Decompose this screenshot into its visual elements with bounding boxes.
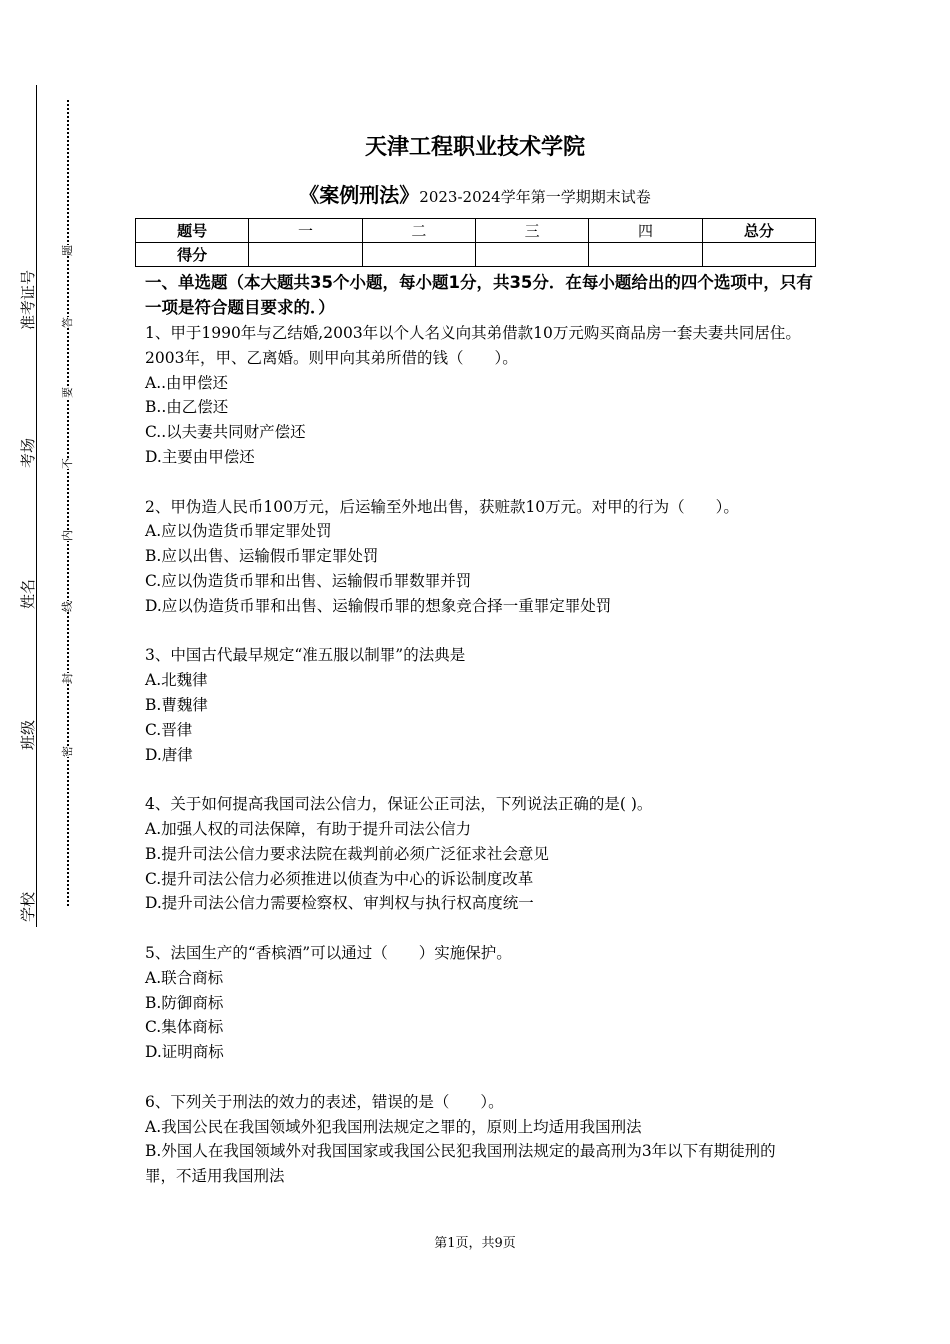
option-d: D.应以伪造货币罪和出售、运输假币罪的想象竞合择一重罪定罪处罚 — [145, 596, 612, 615]
score-header-cell: 二 — [362, 219, 475, 243]
option-c: C.晋律 — [145, 720, 193, 739]
question-stem: 4、关于如何提高我国司法公信力，保证公正司法，下列说法正确的是( )。 — [145, 795, 653, 814]
option-c: C..以夫妻共同财产偿还 — [145, 423, 306, 442]
option-b: B.提升司法公信力要求法院在裁判前必须广泛征求社会意见 — [145, 844, 549, 863]
score-cell[interactable] — [249, 243, 362, 267]
seal-char: 密 — [61, 746, 74, 757]
option-a: A.应以伪造货币罪定罪处罚 — [145, 522, 332, 541]
option-c: C.提升司法公信力必须推进以侦查为中心的诉讼制度改革 — [145, 869, 534, 888]
option-d: D.主要由甲偿还 — [145, 447, 255, 466]
section-heading: 一、单选题（本大题共35个小题，每小题1分，共35分．在每小题给出的四个选项中，只有一项是符合题目要求的．） — [145, 273, 813, 317]
seal-char: 线 — [61, 601, 74, 612]
side-label-class: 班级 — [19, 719, 37, 750]
question-stem: 5、法国生产的“香槟酒”可以通过（ ）实施保护。 — [145, 943, 512, 962]
score-table-score-row — [136, 243, 816, 267]
score-cell[interactable] — [362, 243, 475, 267]
score-table-header-row — [136, 219, 816, 243]
side-label-school: 学校 — [19, 891, 37, 922]
course-name: 《案例刑法》 — [299, 183, 420, 207]
page-number: 第1页，共9页 — [434, 1236, 516, 1251]
option-b: B.防御商标 — [145, 993, 224, 1012]
question-1 — [145, 321, 805, 470]
side-label-exam-room: 考场 — [19, 437, 37, 468]
option-b: B.应以出售、运输假币罪定罪处罚 — [145, 547, 379, 566]
binding-line — [36, 85, 37, 927]
option-c: C.集体商标 — [145, 1018, 224, 1037]
question-list — [145, 321, 805, 1214]
option-a: A..由甲偿还 — [145, 373, 229, 392]
question-2 — [145, 495, 805, 619]
question-stem: 1、甲于1990年与乙结婚,2003年以个人名义向其弟借款10万元购买商品房一套夫妻共同居住。2003年，甲、乙离婚。则甲向其弟所借的钱（ ）。 — [145, 324, 801, 367]
option-a: A.加强人权的司法保障，有助于提升司法公信力 — [145, 819, 472, 838]
score-cell[interactable] — [702, 243, 815, 267]
side-label-exam-number: 准考证号 — [19, 269, 37, 330]
score-cell[interactable] — [589, 243, 702, 267]
seal-dotted-line — [67, 100, 69, 906]
school-name: 天津工程职业技术学院 — [364, 135, 585, 160]
option-b: B.曹魏律 — [145, 695, 208, 714]
option-c: C.应以伪造货币罪和出售、运输假币罪数罪并罚 — [145, 571, 472, 590]
option-a: A.北魏律 — [145, 671, 208, 690]
exam-term: 2023-2024学年第一学期期末试卷 — [419, 188, 651, 206]
question-3 — [145, 643, 805, 767]
option-a: A.联合商标 — [145, 968, 224, 987]
seal-char: 内 — [61, 530, 74, 541]
seal-char: 答 — [61, 317, 74, 328]
score-row-label: 得分 — [136, 243, 249, 267]
score-header-cell: 四 — [589, 219, 702, 243]
score-cell[interactable] — [475, 243, 588, 267]
option-a: A.我国公民在我国领域外犯我国刑法规定之罪的，原则上均适用我国刑法 — [145, 1117, 642, 1136]
option-d: D.证明商标 — [145, 1043, 224, 1062]
question-4 — [145, 792, 805, 916]
question-6 — [145, 1090, 805, 1189]
question-stem: 2、甲伪造人民币100万元，后运输至外地出售，获赃款10万元。对甲的行为（ ）。 — [145, 497, 739, 516]
seal-char: 不 — [61, 458, 74, 469]
question-stem: 6、下列关于刑法的效力的表述，错误的是（ ）。 — [145, 1092, 504, 1111]
score-header-cell: 题号 — [136, 219, 249, 243]
question-stem: 3、中国古代最早规定“准五服以制罪”的法典是 — [145, 646, 466, 665]
score-header-cell: 三 — [475, 219, 588, 243]
score-header-cell: 一 — [249, 219, 362, 243]
seal-char: 要 — [61, 387, 74, 398]
seal-char: 封 — [61, 673, 74, 684]
score-header-cell: 总分 — [702, 219, 815, 243]
option-b: B.外国人在我国领域外对我国国家或我国公民犯我国刑法规定的最高刑为3年以下有期徒刑的罪，不适用我国刑法 — [145, 1142, 776, 1186]
side-label-name: 姓名 — [19, 578, 37, 609]
option-b: B..由乙偿还 — [145, 398, 229, 417]
seal-char: 题 — [61, 245, 74, 256]
question-5 — [145, 941, 805, 1065]
score-table — [135, 218, 816, 267]
option-d: D.提升司法公信力需要检察权、审判权与执行权高度统一 — [145, 894, 534, 913]
option-d: D.唐律 — [145, 745, 193, 764]
exam-title — [0, 179, 950, 208]
